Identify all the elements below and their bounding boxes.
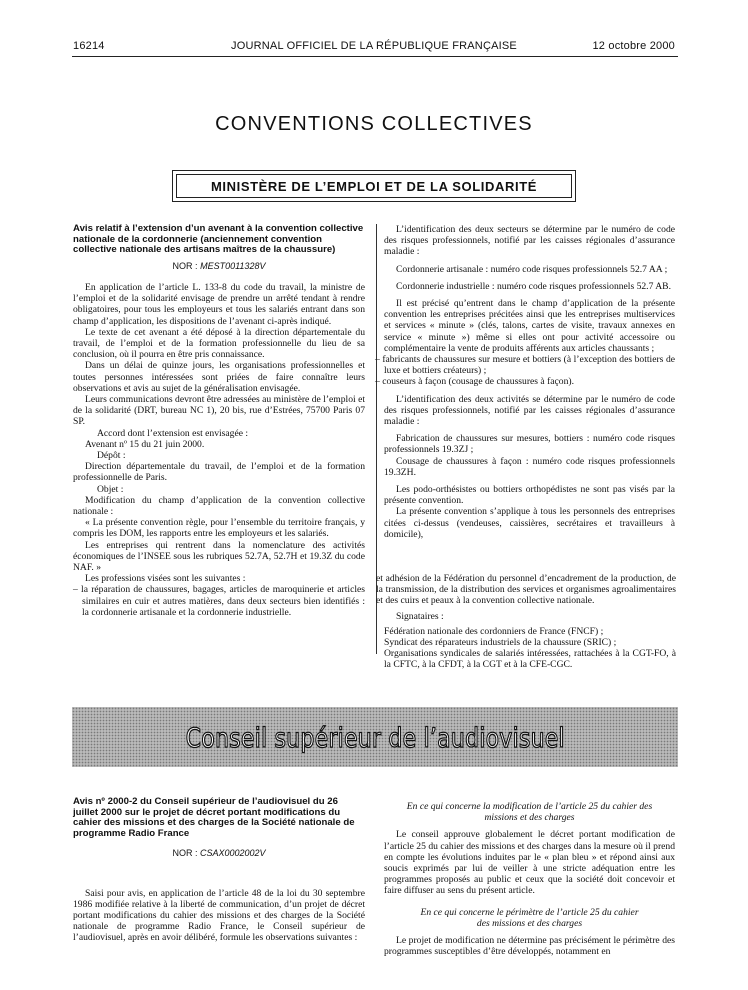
avis1-nor: NOR : MESТ0011328V: [172, 260, 266, 271]
avis1-paragraph: Cordonnerie industrielle : numéro code risques professionnels 52.7 AB.: [396, 280, 671, 292]
avis2-nor: NOR : CSAX0002002V: [172, 848, 266, 859]
banner-title: Conseil supérieur de l’audiovisuel: [185, 722, 565, 754]
avis1-paragraph: Objet :: [97, 483, 124, 495]
avis1-paragraph: Leurs communications devront être adressées au ministère de l’emploi et de la solidarité (DRT, bureau NC 1), 20 bis, rue d’Estrées, 75700 Paris 07 SP.: [73, 394, 365, 428]
avis1-paragraph: En application de l’article L. 133-8 du code du travail, la ministre de l’emploi et de la solidarité envisage de prendre un arrêté tendant à rendre obligatoires, pour tous les employeurs et tous les salariés entrant dans son champ d’application, les dispositions de l’avenant ci-après indiqué.: [73, 281, 365, 327]
avis1-right-column: [375, 224, 675, 540]
avis1-paragraph: « La présente convention règle, pour l’ensemble du territoire français, y compris les DOM, les rapports entre les employeurs et les salariés.: [73, 517, 365, 540]
avis1-full-width-tail: [376, 573, 676, 671]
avis1-paragraph: Cousage de chaussures à façon : numéro code risques professionnels 19.3ZH.: [384, 455, 675, 478]
avis1-paragraph: Les professions visées sont les suivantes :: [85, 573, 246, 585]
avis2-paragraph: Le projet de modification ne détermine pas précisément le périmètre des programmes susceptibles d’être développés, notamment en: [384, 935, 675, 958]
section-title: CONVENTIONS COLLECTIVES: [215, 113, 533, 135]
header-rule: [72, 56, 678, 57]
avis2-title: Avis nº 2000-2 du Conseil supérieur de l’audiovisuel du 26 juillet 2000 sur le projet de décret portant modifications du cahier des missions et des charges de la Société nationale de programme Radio France: [73, 796, 355, 839]
avis1-title: Avis relatif à l’extension d’un avenant à la convention collective nationale de la cordonnerie (anciennement convention collective nationale des artisans maîtres de la chaussure): [73, 223, 364, 256]
avis1-list-item: – fabricants de chaussures sur mesure et bottiers (à l’exception des bottiers de luxe et bottiers créateurs) ;: [375, 354, 675, 377]
audiovisuel-banner: [72, 707, 678, 767]
avis2-subheading: En ce qui concerne la modification de l’article 25 du cahier des missions et des charges: [406, 801, 653, 824]
avis1-signatory: Syndicat des réparateurs industriels de la chaussure (SRIC) ;: [384, 637, 617, 649]
avis1-paragraph: Modification du champ d’application de la convention collective nationale :: [73, 494, 365, 518]
ministry-name: MINISTÈRE DE L’EMPLOI ET DE LA SOLIDARITÉ: [176, 174, 572, 198]
avis1-signatory: Organisations syndicales de salariés intéressées, rattachées à la CGT-FO, à la CFTC, à la CFDT, à la CGT et à la CFE-CGC.: [384, 648, 676, 671]
page-number: 16214: [73, 40, 105, 52]
avis2-left-column: [73, 797, 365, 944]
avis1-paragraph: La présente convention s’applique à tous les personnels des entreprises citées ci-dessus (vendeuses, caissières, secrétaires et travailleurs à domicile),: [384, 506, 675, 540]
avis1-paragraph: Accord dont l’extension est envisagée :: [97, 427, 249, 439]
avis1-paragraph: Fabrication de chaussures sur mesures, bottiers : numéro code risques professionnels 19.3ZJ ;: [384, 433, 675, 456]
avis1-paragraph: Direction départementale du travail, de l’emploi et de la formation professionnelle de Paris.: [73, 461, 365, 484]
avis1-paragraph: L’identification des deux activités se détermine par le numéro de code des risques professionnels, notifié par les caisses régionales d’assurance maladie :: [384, 393, 675, 428]
ministry-box: [172, 170, 576, 202]
avis2-right-column: [384, 801, 675, 957]
avis1-list-item: – la réparation de chaussures, bagages, articles de maroquinerie et articles similaires en cuir et autres matières, dans deux secteurs bien identifiés : la cordonnerie artisanale et la cordonnerie industrielle.: [73, 584, 365, 618]
issue-date: 12 octobre 2000: [592, 40, 675, 52]
avis1-paragraph: L’identification des deux secteurs se détermine par le numéro de code des risques professionnels, notifié par les caisses régionales d’assurance maladie :: [384, 224, 675, 258]
avis1-signatory: Fédération nationale des cordonniers de France (FNCF) ;: [384, 625, 604, 637]
avis1-paragraph: Les podo-orthésistes ou bottiers orthopédistes ne sont pas visés par la présente convention.: [384, 484, 675, 507]
avis1-paragraph: Il est précisé qu’entrent dans le champ d’application de la présente convention les entreprises précitées ainsi que les entreprises multiservices et services « minute » (clés, talons, cartes de visite, travaux annexes en service « minute ») même si elles ont pour activité accessoire ou complémentaire la vente de produits afférents aux articles chaussants ;: [384, 298, 675, 354]
avis1-paragraph: et adhésion de la Fédération du personnel d’encadrement de la production, de la transmission, de la distribution des services et organismes agroalimentaires et des cuirs et peaux à la convention collective nationale.: [376, 573, 676, 607]
avis1-signatories-label: Signataires :: [396, 610, 444, 622]
avis1-paragraph: Dans un délai de quinze jours, les organisations professionnelles et toutes personnes intéressées sont priées de faire connaître leurs observations et avis au sujet de la généralisation envisagée.: [73, 360, 365, 394]
avis1-paragraph: Cordonnerie artisanale : numéro code risques professionnels 52.7 AA ;: [396, 263, 668, 275]
avis1-paragraph: Dépôt :: [97, 450, 126, 462]
journal-title: JOURNAL OFFICIEL DE LA RÉPUBLIQUE FRANÇAISE: [231, 40, 517, 52]
avis1-paragraph: Le texte de cet avenant a été déposé à la direction départementale du travail, de l’emploi et de la formation professionnelle du lieu de sa conclusion, où il pourra en être pris connaissance.: [73, 326, 365, 361]
avis2-paragraph: Le conseil approuve globalement le décret portant modification de l’article 25 du cahier des missions et des charges dans la mesure où il prend en compte les évolutions induites par le « plan bleu » et répond ainsi aux soucis exprimés par lui de veiller à une stricte adéquation entre les programmes proposés au public et ceux que la société doit concevoir et faire diffuser au sens du présent article.: [384, 829, 675, 897]
avis1-paragraph: Avenant nº 15 du 21 juin 2000.: [85, 438, 205, 450]
avis1-list-item: – couseurs à façon (cousage de chaussures à façon).: [375, 376, 574, 388]
avis1-left-column: [73, 224, 365, 618]
avis2-subheading: En ce qui concerne le périmètre de l’article 25 du cahier des missions et des charges: [420, 906, 639, 929]
avis2-paragraph: Saisi pour avis, en application de l’article 48 de la loi du 30 septembre 1986 modifiée relative à la liberté de communication, d’un projet de décret portant modifications du cahier des missions et des charges de la Société nationale de programme Radio France, le Conseil supérieur de l’audiovisuel, après en avoir délibéré, formule les observations suivantes :: [73, 887, 365, 944]
avis1-paragraph: Les entreprises qui rentrent dans la nomenclature des activités économiques de l’INSEE sous les rubriques 52.7A, 52.7H et 19.3Z du code NAF. »: [73, 539, 365, 574]
